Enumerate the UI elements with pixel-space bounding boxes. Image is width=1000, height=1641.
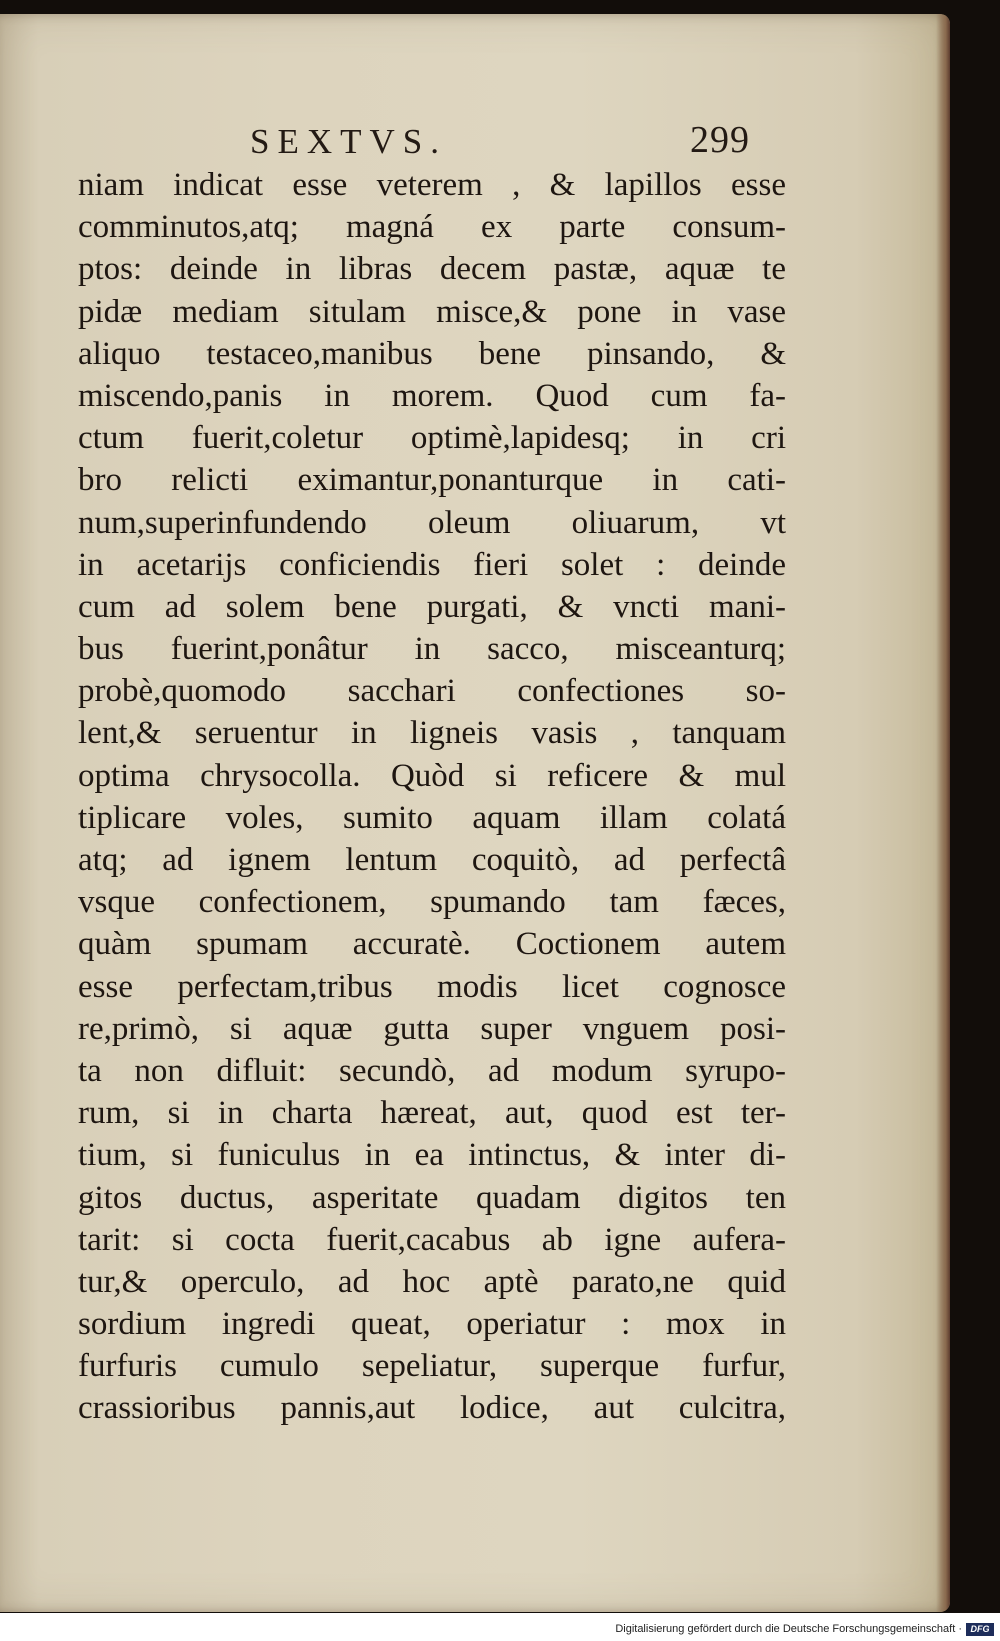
text-line: bro relicti eximantur,ponanturque in cati- <box>78 462 786 499</box>
text-line: aliquo testaceo,manibus bene pinsando, & <box>78 335 786 372</box>
text-line: lent,& seruentur in ligneis vasis , tanquam <box>78 715 786 752</box>
text-line: cum ad solem bene purgati, & vncti mani- <box>78 588 786 625</box>
text-line: ctum fuerit,coletur optimè,lapidesq; in cri <box>78 420 786 457</box>
text-line: miscendo,panis in morem. Quod cum fa- <box>78 377 786 414</box>
text-line: niam indicat esse veterem , & lapillos esse <box>78 167 786 203</box>
text-line: probè,quomodo sacchari confectiones so- <box>78 673 786 710</box>
text-line: furfuris cumulo sepeliatur, superque furfur, <box>78 1348 786 1385</box>
text-line: comminutos,atq; magná ex parte consum- <box>78 209 786 246</box>
text-line: bus fuerint,ponâtur in sacco, misceanturq; <box>78 631 786 668</box>
text-line: num,superinfundendo oleum oliuarum, vt <box>78 504 786 541</box>
text-line: crassioribus pannis,aut lodice, aut culcitra, <box>78 1390 786 1427</box>
page-edge <box>936 14 950 1612</box>
text-line: ta non difluit: secundò, ad modum syrupo- <box>78 1052 786 1089</box>
text-line: in acetarijs conficiendis fieri solet : deinde <box>78 546 786 583</box>
book-page <box>0 14 950 1612</box>
running-head: SEXTVS. <box>250 122 447 161</box>
footer-bar <box>0 1613 1000 1641</box>
page-number: 299 <box>690 119 750 161</box>
text-line: quàm spumam accuratè. Coctionem autem <box>78 926 786 963</box>
text-line: sordium ingredi queat, operiatur : mox in <box>78 1306 786 1343</box>
text-line: tarit: si cocta fuerit,cacabus ab igne aufera- <box>78 1221 786 1258</box>
text-line: ptos: deinde in libras decem pastæ, aquæ te <box>78 251 786 288</box>
funding-credit: Digitalisierung gefördert durch die Deutsche Forschungsgemeinschaft · <box>615 1623 962 1635</box>
text-line: vsque confectionem, spumando tam fæces, <box>78 884 786 921</box>
body-text <box>78 164 786 1430</box>
text-line: gitos ductus, asperitate quadam digitos ten <box>78 1179 786 1216</box>
text-line: pidæ mediam situlam misce,& pone in vase <box>78 293 786 330</box>
text-line: tur,& operculo, ad hoc aptè parato,ne quid <box>78 1263 786 1300</box>
text-line: rum, si in charta hæreat, aut, quod est ter- <box>78 1095 786 1132</box>
text-line: re,primò, si aquæ gutta super vnguem posi- <box>78 1010 786 1047</box>
page-header <box>240 118 760 168</box>
text-line: optima chrysocolla. Quòd si reficere & mul <box>78 757 786 794</box>
text-line: tiplicare voles, sumito aquam illam colatá <box>78 799 786 836</box>
text-line: atq; ad ignem lentum coquitò, ad perfectâ <box>78 842 786 878</box>
dfg-logo-icon: DFG <box>966 1623 994 1636</box>
text-line: tium, si funiculus in ea intinctus, & inter di- <box>78 1137 786 1174</box>
text-line: esse perfectam,tribus modis licet cognosce <box>78 968 786 1005</box>
